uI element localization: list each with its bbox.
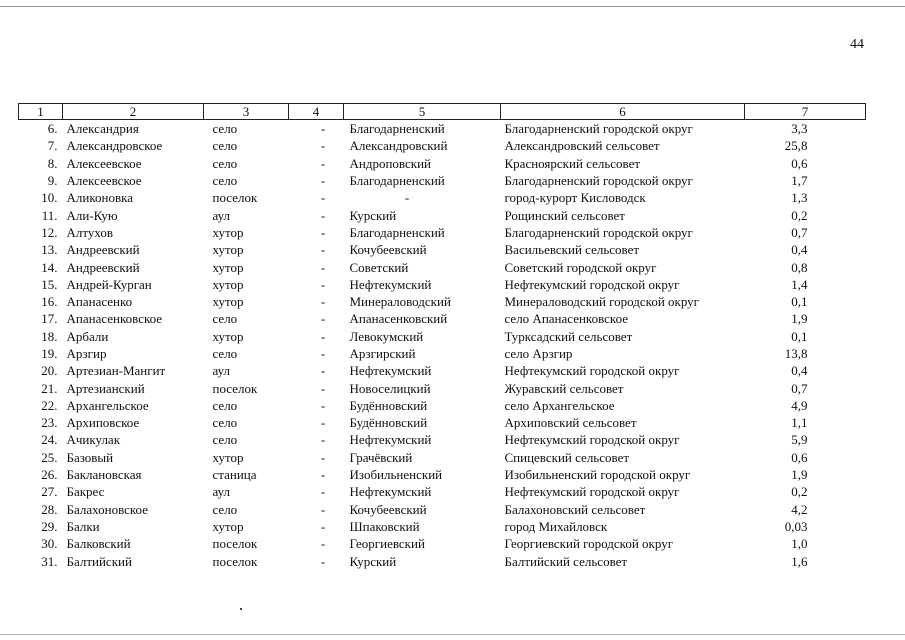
area-value: 0,03 (784, 518, 808, 534)
header-col-1: 1 (19, 104, 63, 120)
row-number: 26. (41, 467, 58, 483)
col4-value: - (320, 294, 326, 310)
table-row (19, 241, 866, 258)
table-row (19, 449, 866, 466)
row-number: 31. (41, 553, 58, 569)
municipality-name: Турксадский сельсовет (504, 328, 633, 344)
area-value: 1,9 (791, 467, 808, 483)
row-number: 6. (47, 121, 58, 137)
header-col-6: 6 (501, 104, 745, 120)
municipality-name: Минераловодский городской округ (504, 294, 700, 310)
col4-value: - (320, 224, 326, 240)
settlement-name: Андреевский (66, 242, 140, 258)
table-row (19, 293, 866, 310)
area-value: 0,1 (791, 328, 808, 344)
col4-value: - (320, 121, 326, 137)
row-number: 9. (47, 173, 58, 189)
municipality-name: Александровский сельсовет (504, 138, 660, 154)
municipality-name: Нефтекумский городской округ (504, 276, 680, 292)
row-number: 10. (41, 190, 58, 206)
row-number: 23. (41, 415, 58, 431)
settlement-type: поселок (212, 380, 258, 396)
scan-bottom-edge-line (0, 634, 905, 635)
district-name: Георгиевский (349, 536, 425, 552)
row-number: 15. (41, 276, 58, 292)
settlement-name: Александрия (66, 121, 139, 137)
area-value: 25,8 (784, 138, 808, 154)
col4-value: - (320, 259, 326, 275)
col4-value: - (320, 432, 326, 448)
municipality-name: Благодарненский городской округ (504, 121, 693, 137)
municipality-name: Советский городской округ (504, 259, 657, 275)
area-value: 13,8 (784, 346, 808, 361)
settlement-type: хутор (212, 518, 244, 534)
settlement-name: Алексеевское (66, 155, 142, 171)
col4-value: - (320, 155, 326, 171)
row-number: 25. (41, 449, 58, 465)
col4-value: - (320, 328, 326, 344)
settlement-type: поселок (212, 190, 258, 206)
col4-value: - (320, 449, 326, 465)
col4-value: - (320, 467, 326, 483)
settlement-type: хутор (212, 328, 244, 344)
table-row (19, 518, 866, 535)
settlement-name: Арзгир (66, 346, 107, 361)
municipality-name: село Арзгир (504, 346, 573, 361)
row-number: 21. (41, 380, 58, 396)
settlement-type: хутор (212, 276, 244, 292)
area-value: 1,7 (791, 173, 808, 189)
settlement-type: аул (212, 363, 231, 379)
municipality-name: Балтийский сельсовет (504, 553, 628, 569)
settlement-type: хутор (212, 449, 244, 465)
settlement-type: село (212, 397, 238, 413)
row-number: 29. (41, 518, 58, 534)
col4-value: - (320, 536, 326, 552)
district-name: Нефтекумский (349, 363, 432, 379)
header-col-5: 5 (344, 104, 501, 120)
row-number: 8. (47, 155, 58, 171)
table-row (19, 310, 866, 327)
settlement-name: Базовый (66, 449, 114, 465)
district-name: Александровский (349, 138, 448, 154)
district-name: - (404, 190, 410, 206)
settlement-name: Артезианский (66, 380, 145, 396)
area-value: 3,3 (791, 121, 808, 137)
page-number: 44 (850, 37, 864, 52)
settlement-name: Алтухов (66, 224, 114, 240)
settlement-type: село (212, 138, 238, 154)
municipality-name: Нефтекумский городской округ (504, 363, 680, 379)
settlement-name: Апанасенковское (66, 311, 163, 327)
municipality-name: Рощинский сельсовет (504, 207, 625, 223)
table-row (19, 362, 866, 379)
municipality-name: Изобильненский городской округ (504, 467, 691, 483)
municipality-name: Васильевский сельсовет (504, 242, 640, 258)
table-row (19, 328, 866, 345)
row-number: 13. (41, 242, 58, 258)
district-name: Советский (349, 259, 409, 275)
header-col-3: 3 (204, 104, 289, 120)
row-number: 7. (47, 138, 58, 154)
area-value: 1,4 (791, 276, 808, 292)
area-value: 1,1 (791, 415, 808, 431)
settlement-type: хутор (212, 259, 244, 275)
row-number: 17. (41, 311, 58, 327)
district-name: Кочубеевский (349, 242, 427, 258)
scan-speck (240, 608, 242, 610)
area-value: 1,3 (791, 190, 808, 206)
area-value: 0,7 (791, 380, 808, 396)
col4-value: - (320, 242, 326, 258)
settlement-type: аул (212, 484, 231, 500)
settlement-type: хутор (212, 294, 244, 310)
settlement-type: село (212, 155, 238, 171)
col4-value: - (320, 190, 326, 206)
settlement-type: хутор (212, 224, 244, 240)
settlement-name: Ачикулак (66, 432, 121, 448)
settlement-name: Александровское (66, 138, 163, 154)
col4-value: - (320, 346, 326, 361)
table-row (19, 189, 866, 206)
area-value: 0,2 (791, 484, 808, 500)
settlement-name: Арбали (66, 328, 109, 344)
district-name: Арзгирский (349, 346, 416, 361)
district-name: Курский (349, 207, 397, 223)
row-number: 22. (41, 397, 58, 413)
settlement-name: Архиповское (66, 415, 140, 431)
district-name: Благодарненский (349, 224, 445, 240)
row-number: 16. (41, 294, 58, 310)
settlement-type: село (212, 346, 238, 361)
table-row (19, 224, 866, 241)
row-number: 12. (41, 224, 58, 240)
area-value: 4,9 (791, 397, 808, 413)
table-header-row (19, 104, 866, 120)
col4-value: - (320, 207, 326, 223)
district-name: Будённовский (349, 397, 428, 413)
district-name: Благодарненский (349, 121, 445, 137)
settlement-name: Андреевский (66, 259, 140, 275)
settlement-type: село (212, 173, 238, 189)
row-number: 14. (41, 259, 58, 275)
municipality-name: Георгиевский городской округ (504, 536, 674, 552)
district-name: Курский (349, 553, 397, 569)
header-col-4: 4 (289, 104, 344, 120)
area-value: 0,1 (791, 294, 808, 310)
settlement-type: поселок (212, 553, 258, 569)
settlement-type: село (212, 311, 238, 327)
col4-value: - (320, 484, 326, 500)
settlement-type: хутор (212, 242, 244, 258)
table-row (19, 535, 866, 552)
district-name: Изобильненский (349, 467, 443, 483)
settlement-name: Алексеевское (66, 173, 142, 189)
row-number: 30. (41, 536, 58, 552)
table-row (19, 379, 866, 396)
settlement-type: село (212, 415, 238, 431)
settlement-name: Аликоновка (66, 190, 133, 206)
district-name: Нефтекумский (349, 484, 432, 500)
municipality-name: Балахоновский сельсовет (504, 501, 646, 517)
district-name: Новоселицкий (349, 380, 431, 396)
col4-value: - (320, 363, 326, 379)
table-row (19, 552, 866, 569)
settlement-type: село (212, 432, 238, 448)
settlement-name: Али-Кую (66, 207, 118, 223)
district-name: Минераловодский (349, 294, 451, 310)
district-name: Апанасенковский (349, 311, 448, 327)
settlement-name: Бакрес (66, 484, 105, 500)
area-value: 1,9 (791, 311, 808, 327)
table-row (19, 172, 866, 189)
col4-value: - (320, 380, 326, 396)
col4-value: - (320, 518, 326, 534)
municipality-name: Нефтекумский городской округ (504, 432, 680, 448)
table-row (19, 206, 866, 223)
area-value: 0,4 (791, 242, 808, 258)
table-row (19, 466, 866, 483)
municipality-name: Архиповский сельсовет (504, 415, 637, 431)
col4-value: - (320, 397, 326, 413)
settlement-name: Баклановская (66, 467, 142, 483)
table-row (19, 120, 866, 138)
settlement-name: Апанасенко (66, 294, 133, 310)
settlement-name: Балтийский (66, 553, 132, 569)
table-row (19, 155, 866, 172)
municipality-name: Благодарненский городской округ (504, 173, 693, 189)
area-value: 0,4 (791, 363, 808, 379)
table-row (19, 414, 866, 431)
table-row (19, 258, 866, 275)
settlement-type: село (212, 501, 238, 517)
area-value: 1,6 (791, 553, 808, 569)
district-name: Будённовский (349, 415, 428, 431)
area-value: 1,0 (791, 536, 808, 552)
area-value: 5,9 (791, 432, 808, 448)
table-row (19, 501, 866, 518)
settlement-type: село (212, 121, 238, 137)
col4-value: - (320, 501, 326, 517)
scan-top-edge-line (0, 6, 905, 7)
settlement-type: аул (212, 207, 231, 223)
table-row (19, 397, 866, 414)
table-body (19, 120, 866, 570)
settlement-name: Архангельское (66, 397, 149, 413)
col4-value: - (320, 553, 326, 569)
settlement-name: Андрей-Курган (66, 276, 152, 292)
settlement-name: Артезиан-Мангит (66, 363, 166, 379)
row-number: 28. (41, 501, 58, 517)
settlement-type: станица (212, 467, 257, 483)
col4-value: - (320, 173, 326, 189)
municipality-name: Красноярский сельсовет (504, 155, 641, 171)
district-name: Кочубеевский (349, 501, 427, 517)
municipality-name: Спицевский сельсовет (504, 449, 630, 465)
table-row (19, 345, 866, 362)
header-col-2: 2 (63, 104, 204, 120)
area-value: 0,6 (791, 155, 808, 171)
settlement-name: Балковский (66, 536, 131, 552)
header-col-7: 7 (745, 104, 866, 120)
municipality-name: село Апанасенковское (504, 311, 629, 327)
area-value: 0,8 (791, 259, 808, 275)
settlement-name: Балки (66, 518, 100, 534)
municipality-name: город Михайловск (504, 518, 608, 534)
row-number: 18. (41, 328, 58, 344)
row-number: 19. (41, 346, 58, 361)
row-number: 27. (41, 484, 58, 500)
district-name: Левокумский (349, 328, 424, 344)
col4-value: - (320, 276, 326, 292)
settlement-name: Балахоновское (66, 501, 148, 517)
district-name: Нефтекумский (349, 432, 432, 448)
area-value: 4,2 (791, 501, 808, 517)
row-number: 24. (41, 432, 58, 448)
municipality-name: село Архангельское (504, 397, 615, 413)
district-name: Андроповский (349, 155, 431, 171)
district-name: Благодарненский (349, 173, 445, 189)
table-row (19, 483, 866, 500)
municipality-name: город-курорт Кисловодск (504, 190, 646, 206)
district-name: Грачёвский (349, 449, 413, 465)
district-name: Нефтекумский (349, 276, 432, 292)
row-number: 11. (41, 207, 58, 223)
row-number: 20. (41, 363, 58, 379)
municipality-name: Нефтекумский городской округ (504, 484, 680, 500)
col4-value: - (320, 138, 326, 154)
area-value: 0,6 (791, 449, 808, 465)
settlements-table (18, 103, 866, 570)
area-value: 0,7 (791, 224, 808, 240)
table-row (19, 137, 866, 154)
table-row (19, 431, 866, 448)
settlement-type: поселок (212, 536, 258, 552)
district-name: Шпаковский (349, 518, 420, 534)
municipality-name: Журавский сельсовет (504, 380, 624, 396)
table-row (19, 276, 866, 293)
col4-value: - (320, 415, 326, 431)
area-value: 0,2 (791, 207, 808, 223)
municipality-name: Благодарненский городской округ (504, 224, 693, 240)
col4-value: - (320, 311, 326, 327)
